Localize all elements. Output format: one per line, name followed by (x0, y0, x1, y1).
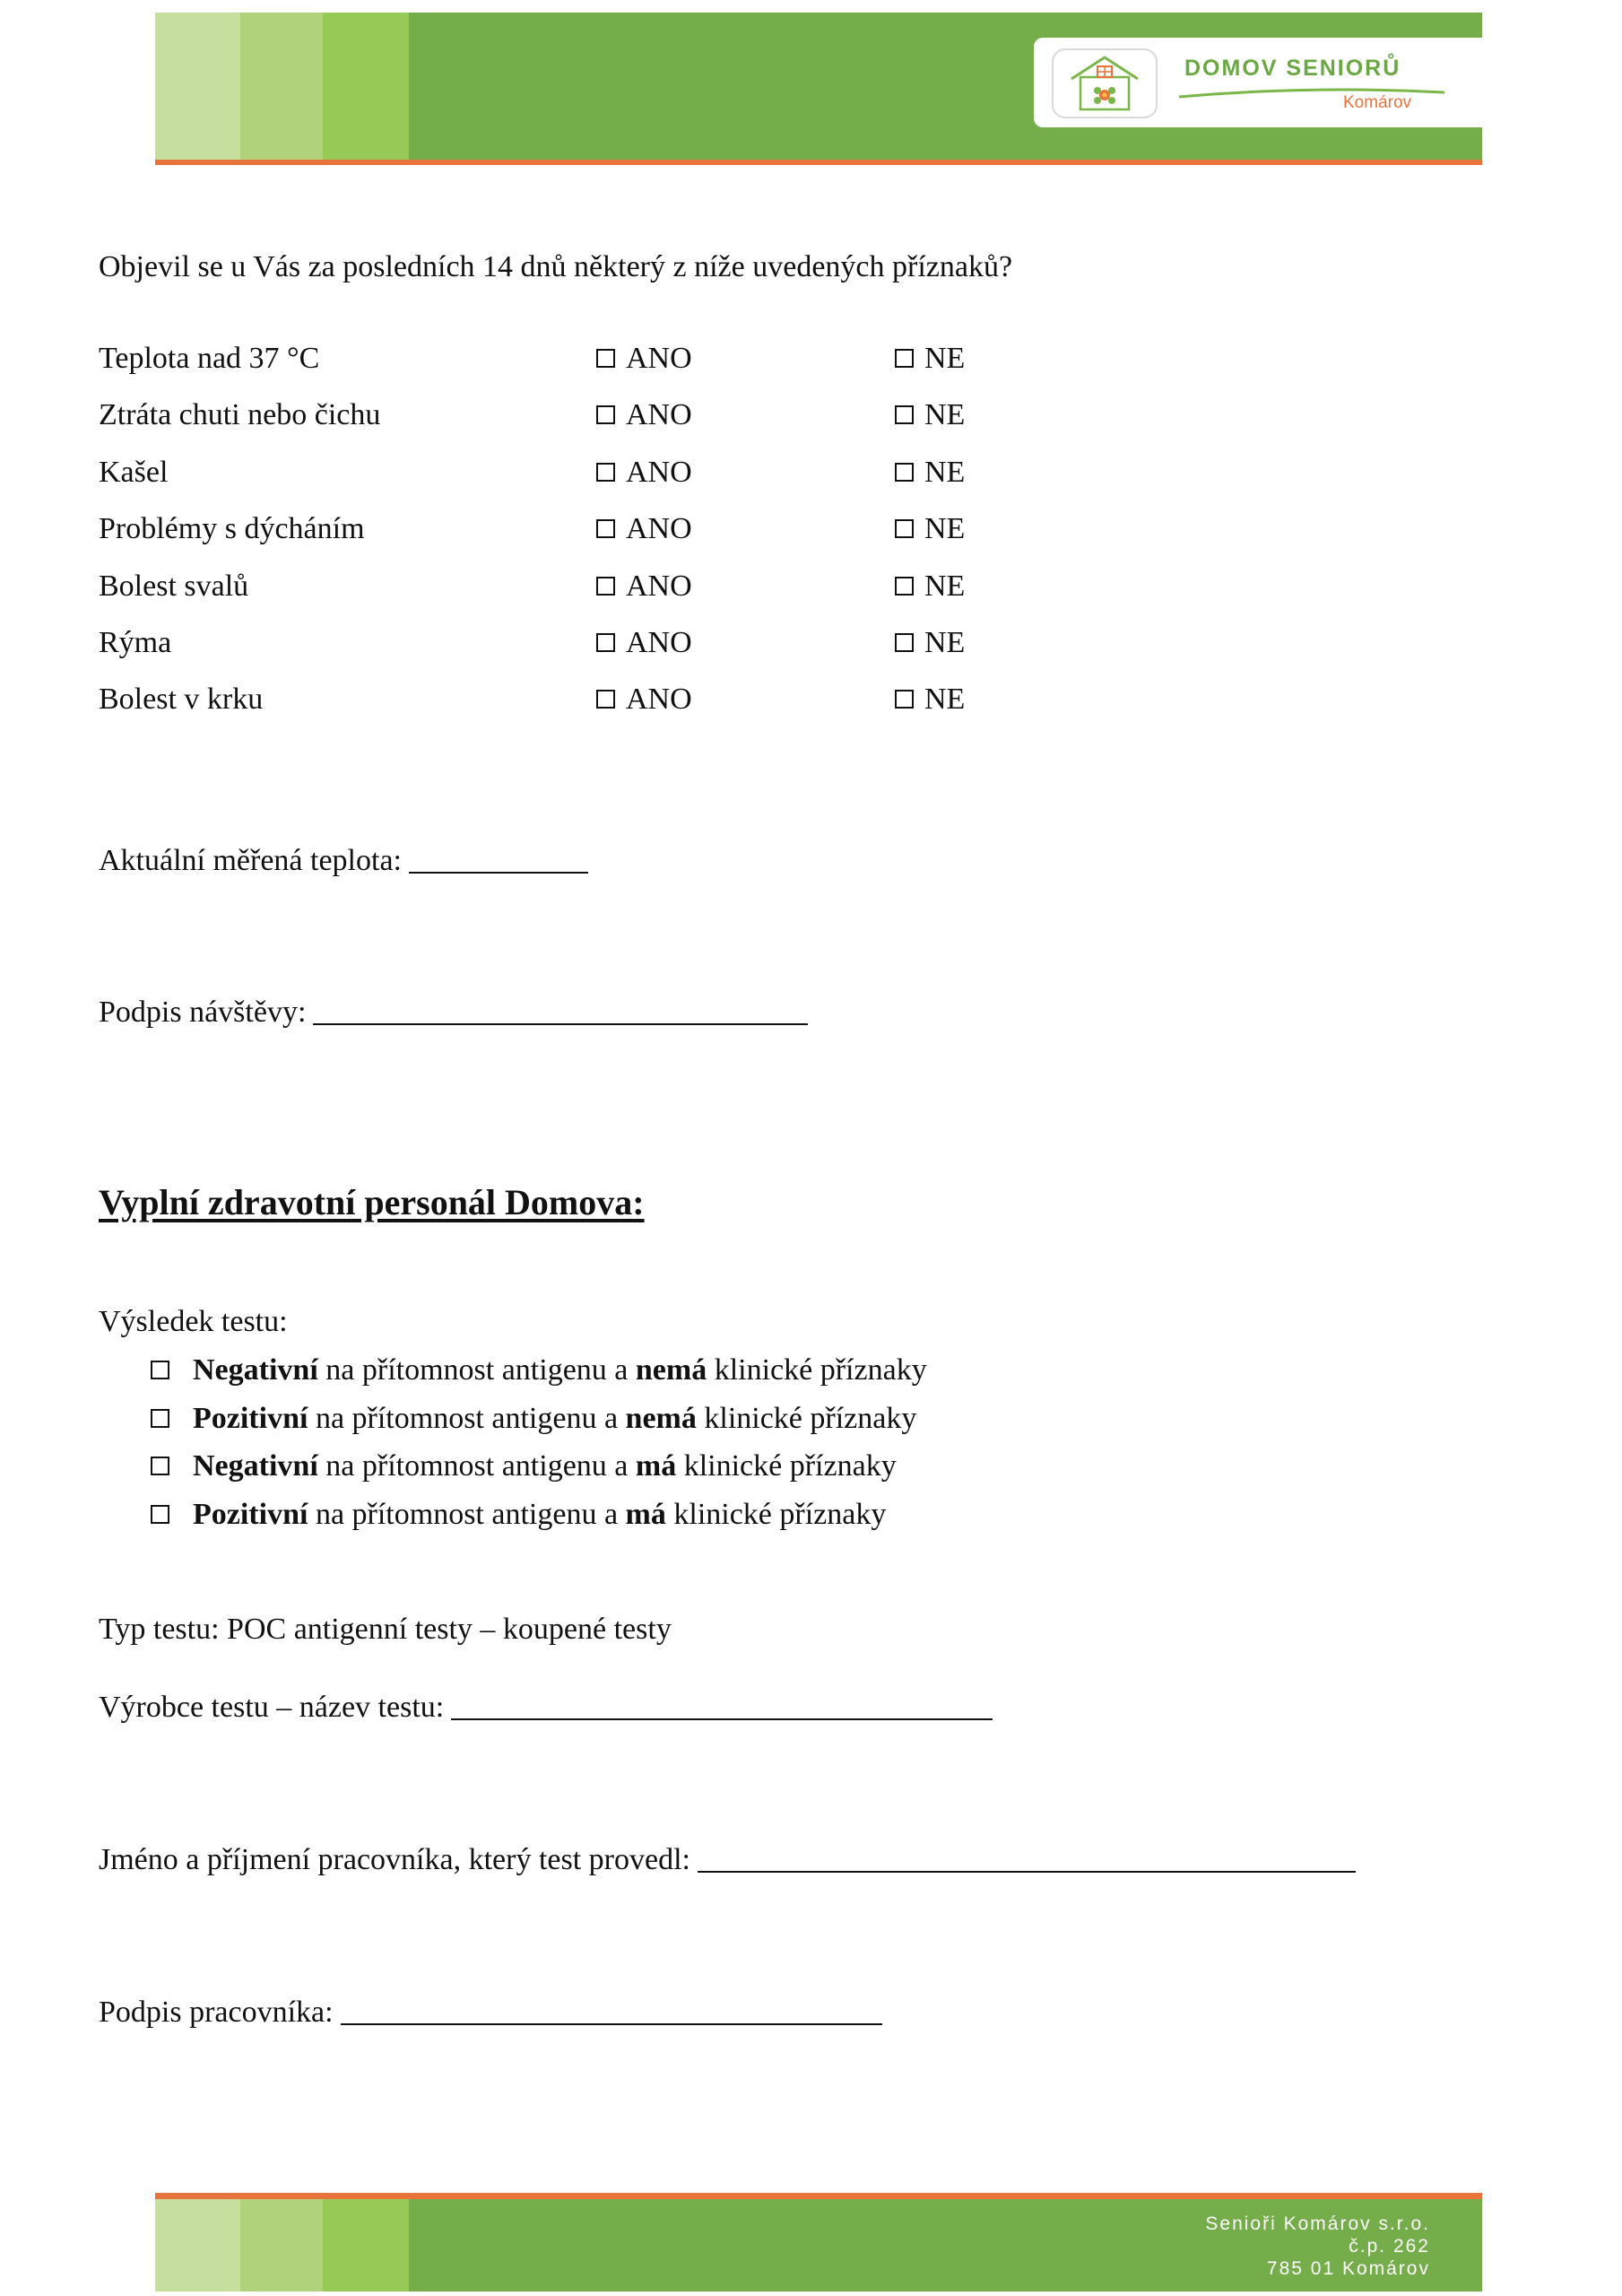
visitor-signature-label: Podpis návštěvy: (99, 996, 307, 1029)
no-checkbox[interactable] (895, 405, 914, 424)
visitor-signature-line[interactable] (313, 993, 808, 1025)
worker-signature-field (99, 1993, 882, 2031)
yes-checkbox[interactable] (596, 463, 615, 482)
yes-checkbox[interactable] (596, 405, 615, 424)
no-label: NE (924, 626, 966, 659)
result-text: na přítomnost antigenu a (317, 1449, 636, 1483)
test-result-label: Výsledek testu: (99, 1305, 288, 1338)
result-status: Pozitivní (193, 1402, 308, 1435)
symptom-row (99, 397, 1085, 433)
worker-name-label: Jméno a příjmení pracovníka, který test provedl: (99, 1843, 690, 1876)
result-text-end: klinické příznaky (707, 1353, 927, 1387)
yes-checkbox[interactable] (596, 519, 615, 538)
manufacturer-label: Výrobce testu – název testu: (99, 1691, 445, 1724)
footer-street: č.p. 262 (1349, 2236, 1430, 2257)
result-text-end: klinické příznaky (665, 1498, 887, 1531)
yes-label: ANO (626, 683, 692, 716)
symptom-label: Kašel (99, 456, 169, 489)
footer-company: Senioři Komárov s.r.o. (1205, 2213, 1430, 2234)
symptom-row (99, 341, 1085, 377)
header-banner (155, 13, 1482, 165)
symptom-row (99, 511, 1085, 547)
yes-checkbox[interactable] (596, 349, 615, 368)
symptom-yes-option[interactable] (596, 682, 692, 718)
yes-label: ANO (626, 456, 692, 489)
result-symptoms-flag: má (625, 1498, 666, 1531)
no-checkbox[interactable] (895, 633, 914, 652)
symptom-yes-option[interactable] (596, 511, 692, 547)
yes-label: ANO (626, 342, 692, 375)
symptom-no-option[interactable] (895, 511, 965, 547)
result-text-end: klinické příznaky (676, 1449, 897, 1483)
no-checkbox[interactable] (895, 349, 914, 368)
symptom-row (99, 455, 1085, 491)
symptom-row (99, 569, 1085, 604)
result-text-end: klinické příznaky (696, 1402, 917, 1435)
no-label: NE (924, 683, 966, 716)
symptom-yes-option[interactable] (596, 341, 692, 377)
symptom-yes-option[interactable] (596, 625, 692, 661)
yes-checkbox[interactable] (596, 633, 615, 652)
staff-section-title: Vyplní zdravotní personál Domova: (99, 1182, 645, 1222)
symptom-label: Ztráta chuti nebo čichu (99, 398, 381, 431)
result-status: Negativní (193, 1449, 318, 1483)
symptom-no-option[interactable] (895, 682, 965, 718)
yes-label: ANO (626, 626, 692, 659)
test-result-option[interactable] (151, 1497, 886, 1533)
yes-label: ANO (626, 570, 692, 603)
no-label: NE (924, 398, 966, 431)
no-checkbox[interactable] (895, 519, 914, 538)
manufacturer-input-line[interactable] (451, 1688, 993, 1720)
result-symptoms-flag: má (635, 1449, 677, 1483)
test-result-option[interactable] (151, 1352, 927, 1388)
header-orange-stripe (155, 160, 1482, 165)
result-checkbox[interactable] (151, 1505, 169, 1524)
symptom-yes-option[interactable] (596, 455, 692, 491)
symptom-row (99, 625, 1085, 661)
visitor-signature-field (99, 993, 808, 1031)
yes-checkbox[interactable] (596, 577, 615, 596)
yes-label: ANO (626, 512, 692, 545)
symptom-label: Teplota nad 37 °C (99, 342, 320, 375)
test-result-option[interactable] (151, 1448, 897, 1484)
result-status: Pozitivní (193, 1498, 308, 1531)
result-checkbox[interactable] (151, 1409, 169, 1428)
no-checkbox[interactable] (895, 463, 914, 482)
no-label: NE (924, 570, 966, 603)
result-symptoms-flag: nemá (625, 1402, 697, 1435)
temperature-label: Aktuální měřená teplota: (99, 844, 402, 877)
worker-signature-label: Podpis pracovníka: (99, 1996, 334, 2029)
temperature-input-line[interactable] (409, 841, 588, 874)
result-status: Negativní (193, 1353, 318, 1387)
symptom-label: Rýma (99, 626, 172, 659)
worker-name-field (99, 1840, 1356, 1878)
symptom-no-option[interactable] (895, 455, 965, 491)
symptom-no-option[interactable] (895, 397, 965, 433)
symptom-yes-option[interactable] (596, 397, 692, 433)
footer-city: 785 01 Komárov (1266, 2258, 1430, 2279)
worker-name-input-line[interactable] (698, 1840, 1356, 1873)
logo (1034, 38, 1482, 127)
no-checkbox[interactable] (895, 690, 914, 709)
symptom-label: Problémy s dýcháním (99, 512, 365, 545)
test-result-option[interactable] (151, 1401, 916, 1437)
symptom-no-option[interactable] (895, 625, 965, 661)
symptom-yes-option[interactable] (596, 569, 692, 604)
yes-checkbox[interactable] (596, 690, 615, 709)
symptom-no-option[interactable] (895, 341, 965, 377)
symptoms-question: Objevil se u Vás za posledních 14 dnů některý z níže uvedených příznaků? (99, 250, 1013, 283)
footer-orange-stripe (155, 2193, 1482, 2199)
symptom-label: Bolest v krku (99, 683, 264, 716)
logo-title: DOMOV SENIORŮ (1184, 56, 1401, 81)
footer-address (1205, 2213, 1430, 2280)
no-checkbox[interactable] (895, 577, 914, 596)
symptom-label: Bolest svalů (99, 570, 249, 603)
house-logo-icon (1052, 48, 1158, 118)
result-text: na přítomnost antigenu a (317, 1353, 636, 1387)
logo-subtitle: Komárov (1343, 93, 1412, 112)
footer-banner (155, 2193, 1482, 2292)
no-label: NE (924, 512, 966, 545)
result-checkbox[interactable] (151, 1361, 169, 1379)
worker-signature-line[interactable] (341, 1993, 882, 2025)
result-symptoms-flag: nemá (635, 1353, 707, 1387)
symptom-row (99, 682, 1085, 718)
result-text: na přítomnost antigenu a (308, 1402, 626, 1435)
temperature-field (99, 841, 588, 879)
no-label: NE (924, 342, 966, 375)
test-type: Typ testu: POC antigenní testy – koupené testy (99, 1613, 672, 1646)
no-label: NE (924, 456, 966, 489)
symptom-no-option[interactable] (895, 569, 965, 604)
result-text: na přítomnost antigenu a (308, 1498, 626, 1531)
yes-label: ANO (626, 398, 692, 431)
manufacturer-field (99, 1688, 993, 1726)
result-checkbox[interactable] (151, 1457, 169, 1475)
